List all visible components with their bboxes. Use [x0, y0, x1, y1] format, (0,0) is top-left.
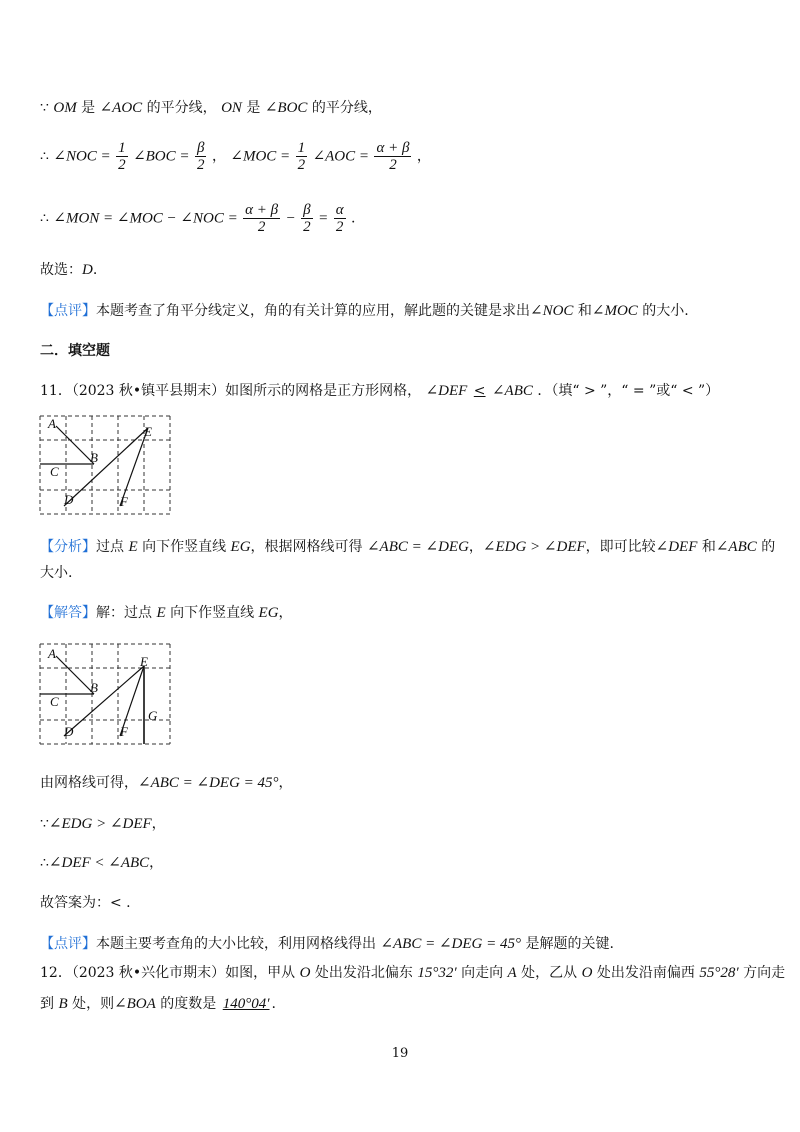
label-e: E: [144, 424, 152, 439]
label-f-2: F: [120, 724, 128, 739]
grid-figure-1: [38, 414, 174, 518]
label-b: B: [90, 450, 98, 465]
answer-choice: 故选：D.: [40, 262, 98, 278]
label-b-2: B: [90, 680, 98, 695]
step-3: ∴∠DEF < ∠ABC，: [40, 855, 164, 871]
question-11: 11．（2023 秋•镇平县期末）如图所示的网格是正方形网格， ∠DEF < ∠ABC ．（填“ > ”，“ = ”或“ < ”）: [40, 383, 720, 399]
answer-blank-12: 140°04′: [222, 996, 270, 1012]
fraction-beta-half: $\frac{\beta}{2}$: [196, 140, 205, 173]
fraction-half-2: $\frac{1}{2}$: [297, 140, 306, 173]
line-ab: [56, 426, 94, 464]
page-number: 19: [391, 1046, 409, 1061]
fraction-beta: $\frac{\beta}{2}$: [303, 202, 311, 235]
fraction-alpha: $\frac{\alpha}{2}$: [335, 202, 344, 235]
label-e-2: E: [140, 654, 148, 669]
section-title: 二．填空题: [40, 343, 110, 359]
question-12-line-2: 到 B 处，则∠BOA 的度数是 140°04′ .: [40, 996, 276, 1012]
fraction-alpha-beta: $\frac{\alpha + \beta}{2}$: [245, 202, 279, 235]
label-f: F: [120, 494, 128, 509]
label-d-2: D: [64, 724, 74, 739]
line-ab-2: [56, 656, 94, 694]
label-c: C: [50, 464, 59, 479]
solution-line: 【解答】解：过点 E 向下作竖直线 EG，: [40, 605, 293, 621]
comment-q11: 【点评】本题主要考查角的大小比较，利用网格线得出 ∠ABC = ∠DEG = 45° 是解题的关键.: [40, 936, 614, 952]
question-12-line-1: 12．（2023 秋•兴化市期末）如图，甲从 O 处出发沿北偏东 15°32′ 向走向 A 处，乙从 O 处出发沿南偏西 55°28′ 方向走: [40, 965, 786, 981]
label-d: D: [64, 492, 74, 507]
label-a: A: [48, 416, 56, 431]
analysis-line-1: 【分析】过点 E 向下作竖直线 EG，根据网格线可得 ∠ABC = ∠DEG，∠EDG > ∠DEF，即可比较∠DEF 和∠ABC 的: [40, 539, 776, 555]
answer-blank: <: [473, 383, 486, 399]
solution-tag: 【解答】: [40, 605, 96, 621]
step-1: 由网格线可得，∠ABC = ∠DEG = 45°，: [40, 775, 293, 791]
fraction-alpha-beta-half: $\frac{\alpha + \beta}{2}$: [376, 140, 410, 173]
statement-om-on-bisectors: ∵ OM 是 ∠AOC 的平分线， ON 是 ∠BOC 的平分线，: [40, 100, 382, 116]
equation-mon: ∴ ∠MON = ∠MOC − ∠NOC = $\frac{\alpha + \beta}{2}$ − $\frac{\beta}{2}$ = $\frac{\alpha}{2}$ .: [40, 202, 356, 235]
comment-q10: 【点评】本题考查了角平分线定义，角的有关计算的应用，解此题的关键是求出∠NOC 和∠MOC 的大小.: [40, 303, 689, 319]
comment-tag: 【点评】: [40, 303, 96, 319]
analysis-tag: 【分析】: [40, 539, 96, 555]
fraction-half: $\frac{1}{2}$: [118, 140, 126, 173]
step-4-answer: 故答案为：< .: [40, 895, 131, 911]
label-g: G: [148, 708, 158, 723]
grid-figure-2: [38, 640, 174, 750]
step-2: ∵∠EDG > ∠DEF，: [40, 816, 166, 832]
comment-tag-2: 【点评】: [40, 936, 96, 952]
label-a-2: A: [48, 646, 56, 661]
label-c-2: C: [50, 694, 59, 709]
analysis-line-2: 大小.: [40, 565, 73, 581]
equation-noc-moc: ∴ ∠NOC = $\frac{1}{2}$ ∠BOC = $\frac{\beta}{2}$ ， ∠MOC = $\frac{1}{2}$ ∠AOC = $\frac{\alpha + \beta}{2}$ ，: [40, 140, 431, 173]
